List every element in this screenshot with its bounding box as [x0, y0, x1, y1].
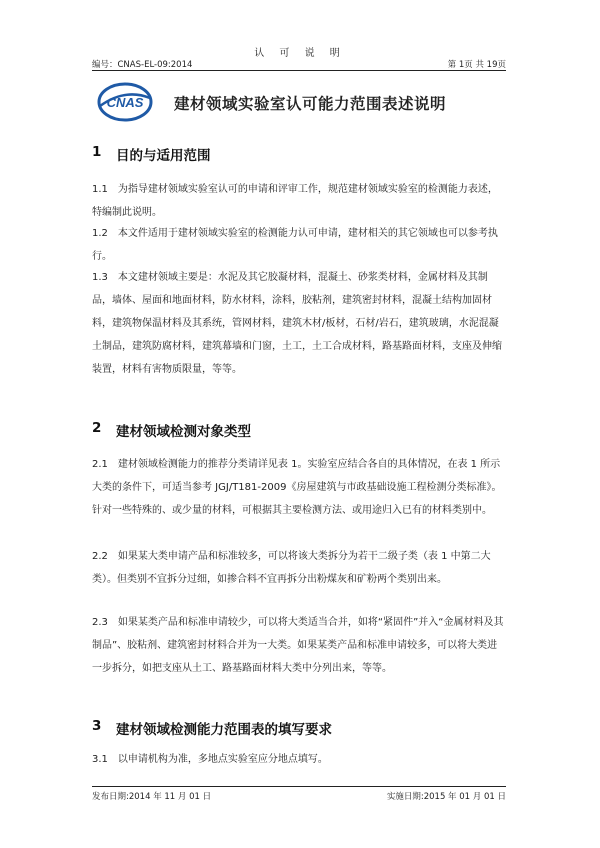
- logo-text: CNAS: [106, 95, 144, 110]
- paragraph-text: 以申请机构为准，多地点实验室应分地点填写。: [117, 754, 328, 765]
- paragraph-2-1: [92, 453, 506, 522]
- section-heading-1: [92, 144, 211, 164]
- paragraph-2-2: [92, 545, 506, 591]
- issue-date: 发布日期:2014 年 11 月 01 日: [92, 792, 212, 802]
- paragraph-number: 1.3: [92, 272, 108, 283]
- cnas-logo: [96, 80, 154, 124]
- section-title: 目的与适用范围: [116, 148, 211, 164]
- section-heading-3: [92, 718, 332, 738]
- paragraph-text: 本文件适用于建材领域实验室的检测能力认可申请，建材相关的其它领域也可以参考执行。: [92, 228, 498, 262]
- paragraph-text: 为指导建材领域实验室认可的申请和评审工作，规范建材领域实验室的检测能力表述，特编制此说明。: [92, 184, 498, 218]
- paragraph-text: 建材领域检测能力的推荐分类请详见表 1。实验室应结合各自的具体情况，在表 1 所示大类的条件下，可适当参考 JGJ/T181-2009《房屋建筑与市政基础设施工程检测分类标准》。针对一些特殊的、或少量的材料，可根据其主要检测方法、或用途归入已有的材料类别中。: [92, 459, 502, 516]
- section-number: 1: [92, 144, 102, 160]
- section-number: 3: [92, 718, 102, 734]
- doc-number: 编号：CNAS-EL-09:2014: [92, 60, 193, 70]
- paragraph-3-1: [92, 748, 506, 771]
- section-number: 2: [92, 420, 102, 436]
- paragraph-number: 2.2: [92, 551, 108, 562]
- paragraph-text: 如果某类产品和标准申请较少，可以将大类适当合并，如将“紧固件”并入“金属材料及其制品”、胶粘剂、建筑密封材料合并为一大类。如果某类产品和标准申请较多，可以将大类进一步拆分，如把支座从土工、路基路面材料大类中分列出来，等等。: [92, 617, 504, 674]
- paragraph-number: 1.1: [92, 184, 108, 195]
- paragraph-1-2: [92, 222, 506, 268]
- document-title: 建材领域实验室认可能力范围表述说明: [174, 95, 447, 113]
- footer: [92, 790, 506, 802]
- paragraph-number: 2.3: [92, 617, 108, 628]
- paragraph-number: 1.2: [92, 228, 108, 239]
- section-title: 建材领域检测能力范围表的填写要求: [116, 722, 332, 738]
- header-row: [92, 58, 506, 70]
- section-heading-2: [92, 420, 251, 440]
- paragraph-1-3: [92, 266, 506, 381]
- paragraph-2-3: [92, 611, 506, 680]
- header-rule: [92, 70, 506, 71]
- paragraph-text: 本文建材领域主要是：水泥及其它胶凝材料，混凝土、砂浆类材料，金属材料及其制品，墙体、屋面和地面材料，防水材料，涂料，胶粘剂，建筑密封材料，混凝土结构加固材料，建筑物保温材料及其系统，管网材料，建筑木材/板材，石材/岩石，建筑玻璃，水泥混凝土制品，建筑防腐材料，建筑幕墙和门窗，土工，土工合成材料，路基路面材料，支座及伸缩装置，材料有害物质限量，等等。: [92, 272, 502, 375]
- section-title: 建材领域检测对象类型: [116, 424, 251, 440]
- header-title: 认 可 说 明: [254, 48, 346, 59]
- page-info: 第 1页 共 19页: [447, 60, 506, 70]
- paragraph-text: 如果某大类申请产品和标准较多，可以将该大类拆分为若干二级子类（表 1 中第二大类）。但类别不宜拆分过细，如掺合料不宜再拆分出粉煤灰和矿粉两个类别出来。: [92, 551, 491, 585]
- paragraph-1-1: [92, 178, 506, 224]
- paragraph-number: 2.1: [92, 459, 108, 470]
- effective-date: 实施日期:2015 年 01 月 01 日: [386, 792, 506, 802]
- paragraph-number: 3.1: [92, 754, 108, 765]
- footer-rule: [92, 786, 506, 787]
